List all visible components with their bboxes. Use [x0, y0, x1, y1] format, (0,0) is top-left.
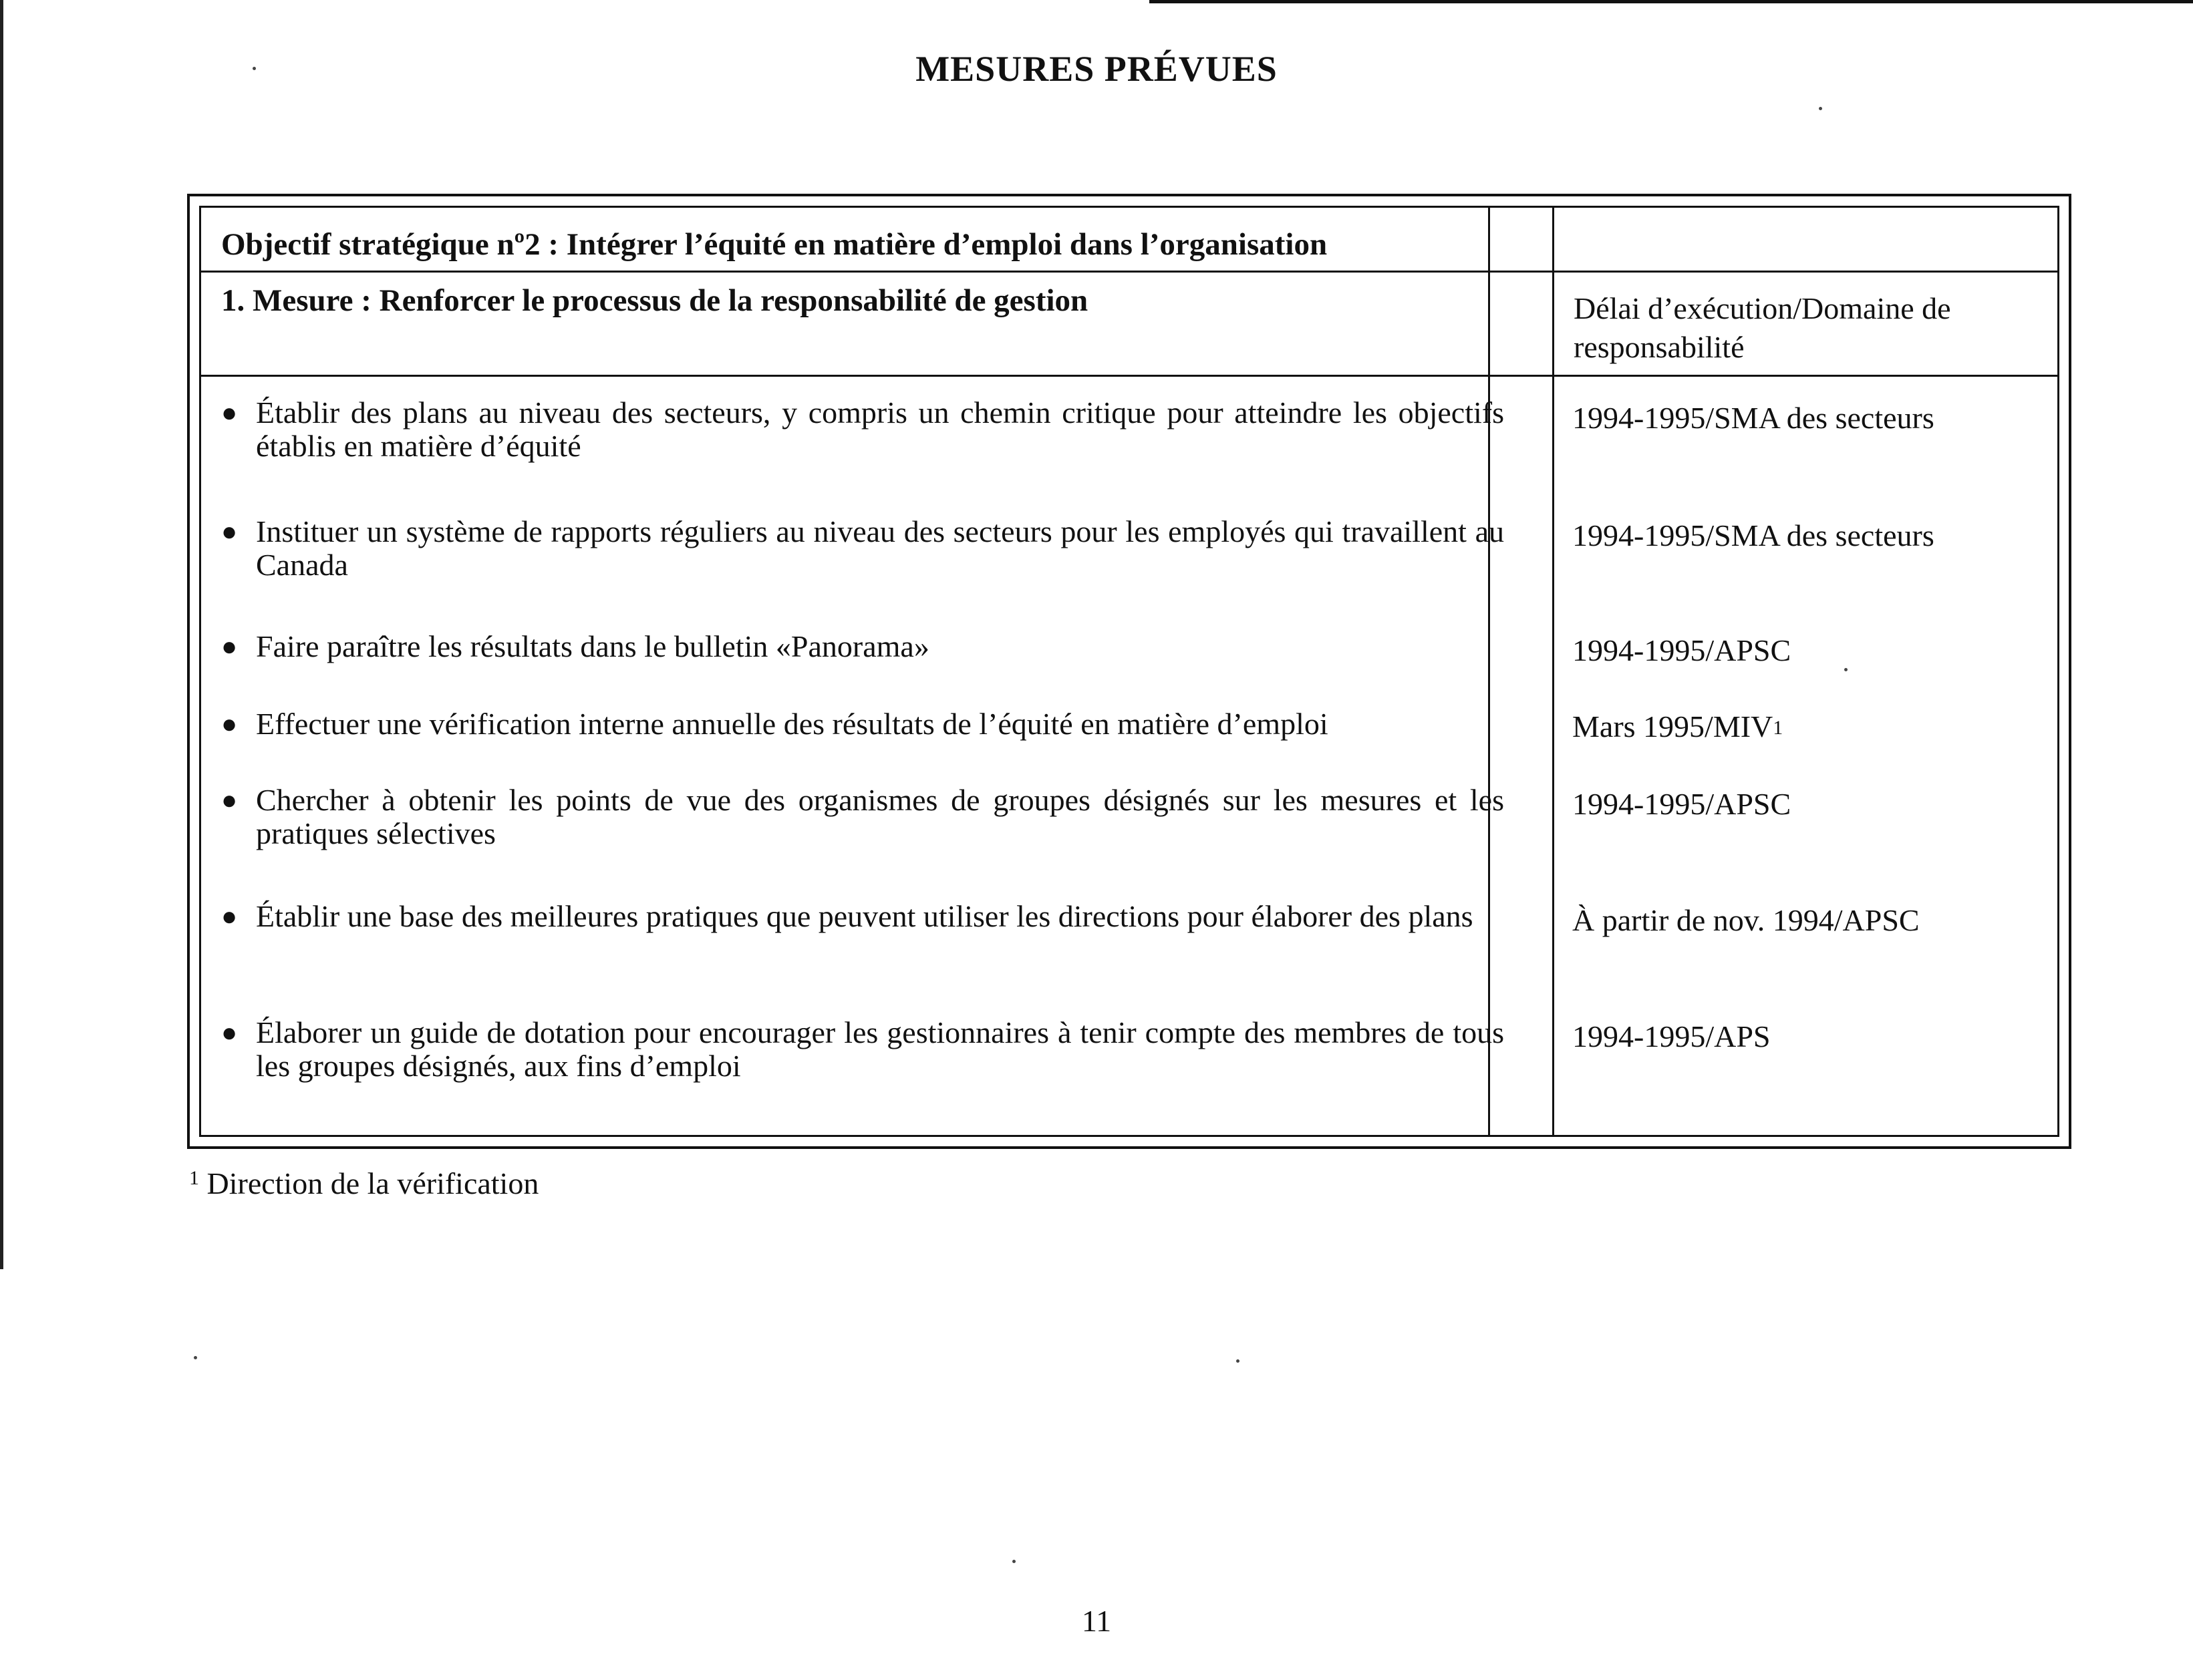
measure-item-deadline: 1994-1995/APSC — [1572, 633, 1791, 667]
bullet-icon: ● — [221, 1017, 238, 1047]
measure-heading: 1. Mesure : Renforcer le processus de la responsabilité de gestion — [221, 283, 1088, 318]
row-divider-objective — [201, 271, 2057, 273]
measure-item-deadline: 1994-1995/SMA des secteurs — [1572, 518, 1934, 552]
measure-item-deadline: À partir de nov. 1994/APSC — [1572, 903, 1920, 937]
scan-speck — [1012, 1560, 1016, 1563]
bullet-icon: ● — [221, 901, 238, 931]
bullet-icon: ● — [221, 631, 238, 661]
page-number: 11 — [1081, 1604, 1112, 1638]
bullet-icon: ● — [221, 397, 238, 428]
measure-item — [221, 900, 1504, 933]
measure-item — [221, 784, 1504, 850]
measure-item-deadline: 1994-1995/SMA des secteurs — [1572, 401, 1934, 435]
scan-edge-top — [1149, 0, 2193, 3]
scan-edge-left — [0, 0, 3, 1269]
measure-item-deadline: 1994-1995/APSC — [1572, 787, 1791, 821]
measure-item-text: Faire paraître les résultats dans le bulletin «Panorama» — [256, 629, 929, 663]
column-divider-left — [1488, 208, 1490, 1135]
measure-item — [221, 515, 1504, 582]
page-title: MESURES PRÉVUES — [915, 49, 1278, 89]
bullet-icon: ● — [221, 785, 238, 815]
scan-speck — [1236, 1359, 1239, 1363]
measure-item — [221, 630, 1504, 663]
measure-item-text: Chercher à obtenir les points de vue des organismes de groupes désignés sur les mesures et les pratiques sélectives — [256, 783, 1504, 850]
footnote-reference: 1 — [1773, 717, 1783, 739]
footnote-text: Direction de la vérification — [206, 1166, 539, 1200]
measure-item — [221, 707, 1504, 741]
deadline-column-header: Délai d’exécution/Domaine de responsabilité — [1574, 291, 1951, 364]
measures-table — [187, 194, 2071, 1149]
strategic-objective-heading: Objectif stratégique nº2 : Intégrer l’équité en matière d’emploi dans l’organisation — [221, 227, 1328, 262]
scan-speck — [194, 1356, 197, 1359]
scan-speck — [1819, 107, 1822, 110]
scan-speck — [253, 67, 256, 70]
measures-table-inner — [199, 206, 2059, 1137]
measure-item — [221, 1016, 1504, 1083]
measure-item-deadline — [1572, 710, 1783, 743]
measure-item-deadline: 1994-1995/APS — [1572, 1019, 1771, 1053]
scan-speck — [1844, 668, 1848, 671]
bullet-icon: ● — [221, 709, 238, 739]
column-divider-right — [1552, 208, 1554, 1135]
bullet-icon: ● — [221, 516, 238, 546]
measure-item-deadline-text: Mars 1995/MIV — [1572, 709, 1773, 743]
measure-item-text: Établir une base des meilleures pratiques que peuvent utiliser les directions pour élaborer des plans — [256, 899, 1473, 933]
footnote — [189, 1166, 539, 1201]
measure-item-text: Instituer un système de rapports réguliers au niveau des secteurs pour les employés qui travaillent au Canada — [256, 514, 1504, 582]
measure-item-text: Effectuer une vérification interne annuelle des résultats de l’équité en matière d’emploi — [256, 707, 1328, 741]
measure-item-text: Établir des plans au niveau des secteurs, y compris un chemin critique pour atteindre les objectifs établis en matière d’équité — [256, 395, 1504, 463]
measure-item — [221, 396, 1504, 463]
row-divider-header — [201, 375, 2057, 377]
footnote-marker: 1 — [189, 1167, 199, 1189]
measure-item-text: Élaborer un guide de dotation pour encourager les gestionnaires à tenir compte des membres de tous les groupes désignés, aux fins d’emploi — [256, 1015, 1504, 1083]
